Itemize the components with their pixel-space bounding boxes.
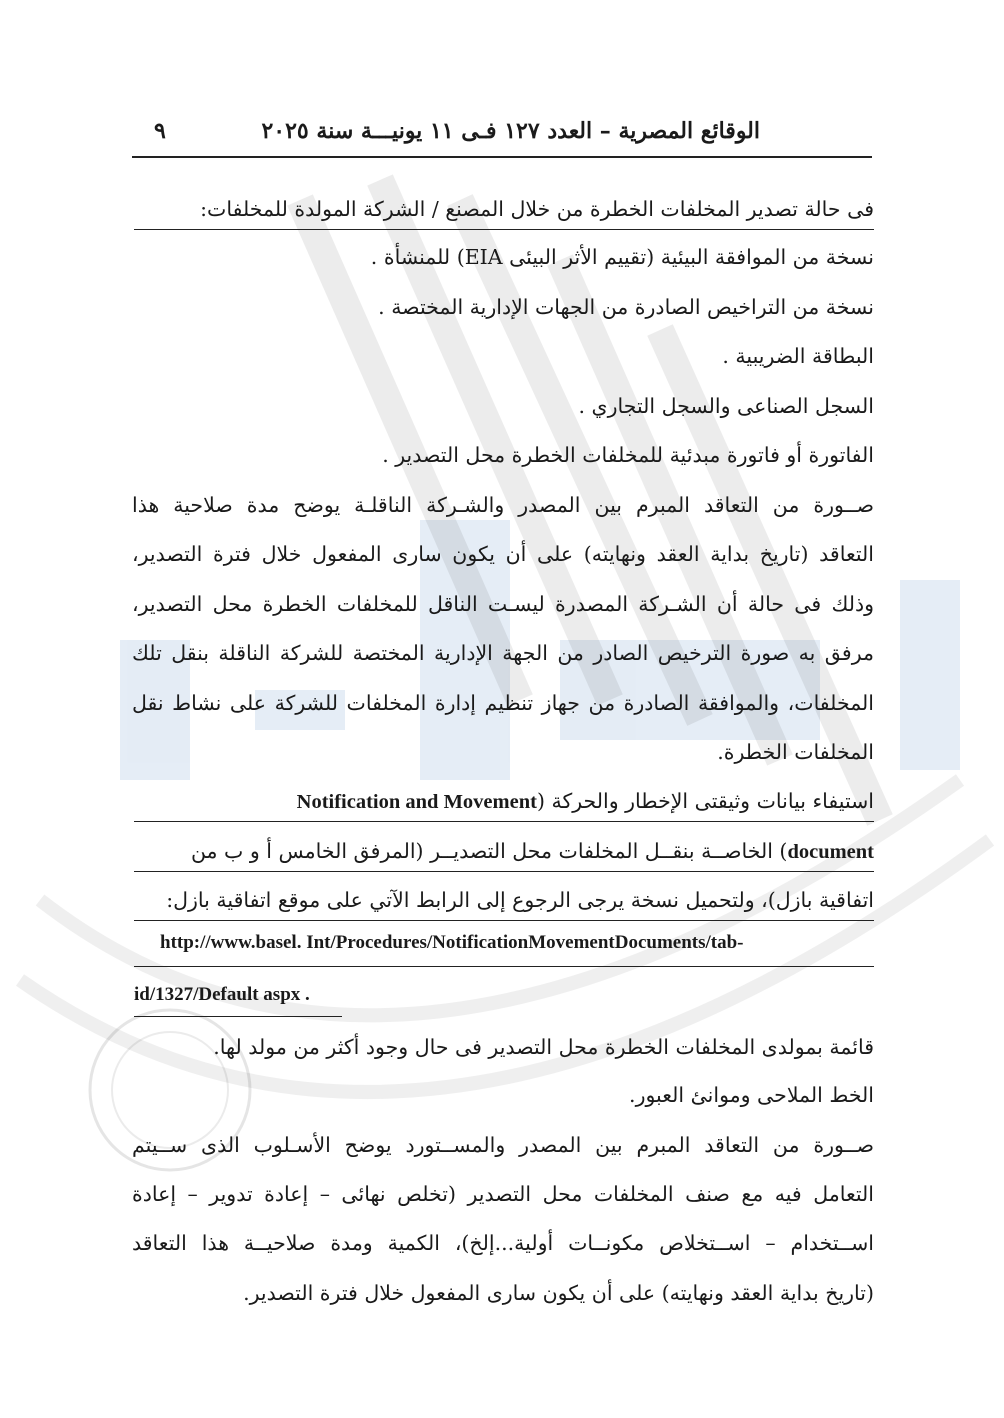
list-item-tax-card: البطاقة الضريبية . [722,344,874,368]
list-item-eia: نسخة من الموافقة البيئية (تقييم الأثر البيئى EIA) للمنشأة . [370,245,874,269]
notification-line-2-underline [134,871,874,872]
list-item-licenses: نسخة من التراخيص الصادرة من الجهات الإدارية المختصة . [378,295,874,319]
importer-para-line-4: (تاريخ بداية العقد ونهايته) على أن يكون سارى المفعول خلال فترة التصدير. [243,1281,874,1305]
basel-url-line-2[interactable]: id/1327/Default aspx . [134,984,310,1005]
contract-para-line-4: مرفق به صورة الترخيص الصادر من الجهة الإدارية المختصة للشركة الناقلة بنقل تلك [132,641,874,665]
url-line-1-underline [134,966,874,967]
list-item-registry: السجل الصناعى والسجل التجاري . [578,394,874,418]
notification-line-3: اتفاقية بازل)، ولتحميل نسخة يرجى الرجوع إلى الرابط الآتي على موقع اتفاقية بازل: [166,888,874,912]
url-line-2-underline [134,1016,342,1017]
notification-line-2-en: document [787,841,874,863]
list-item-invoice: الفاتورة أو فاتورة مبدئية للمخلفات الخطرة محل التصدير . [382,443,874,467]
shipping-line-item: الخط الملاحى وموانئ العبور. [629,1083,874,1107]
notification-line-1-en: Notification and Movement [296,791,537,813]
notification-line-2-ar: ) الخاصــة بنقــل المخلفات محل التصديــر (المرفق الخامس أ و ب من [190,839,788,863]
contract-para-line-3: وذلك فى حالة أن الشـركة المصدرة ليسـت الناقل للمخلفات الخطرة محل التصدير، [132,592,874,616]
importer-para-line-3: اســتخدام – اســتخلاص مكونــات أولية...إلخ)، الكمية ومدة صلاحيــة هذا التعاقد [132,1231,874,1255]
notification-line-1-ar: استيفاء بيانات وثيقتى الإخطار والحركة ( [536,789,874,813]
contract-para-line-1: صــورة من التعاقد المبرم بين المصدر والشـركة الناقلـة يوضح مدة صلاحية هذا [132,493,874,517]
notification-line-2 [132,836,874,867]
contract-para-line-5: المخلفات، والموافقة الصادرة من جهاز تنظيم إدارة المخلفات للشركة على نشاط نقل [132,691,874,715]
basel-url-line-1[interactable]: http://www.basel. Int/Procedures/NotificationMovementDocuments/tab- [160,932,744,953]
notification-line-3-underline [134,920,874,921]
generators-list-item: قائمة بمولدى المخلفات الخطرة محل التصدير فى حال وجود أكثر من مولد لها. [213,1035,874,1059]
contract-para-line-2: التعاقد (تاريخ بداية العقد ونهايته) على أن يكون سارى المفعول خلال فترة التصدير، [132,542,874,566]
section-heading: فى حالة تصدير المخلفات الخطرة من خلال المصنع / الشركة المولدة للمخلفات: [200,197,874,221]
importer-para-line-1: صــورة من التعاقد المبرم بين المصدر والمســتورد يوضح الأسـلوب الذى ســيتم [132,1133,874,1157]
notification-line-1-underline [134,821,874,822]
page-header [132,112,872,158]
notification-line-1 [132,786,874,817]
contract-para-line-6: المخلفات الخطرة. [717,740,874,764]
header-title: الوقائع المصرية – العدد ١٢٧ فـى ١١ يونيـــة سنة ٢٠٢٥ [261,118,760,144]
importer-para-line-2: التعامل فيه مع صنف المخلفات محل التصدير (تخلص نهائى – إعادة تدوير – إعادة [132,1182,874,1206]
page-number: ٩ [154,118,166,144]
section-heading-underline [134,229,874,230]
